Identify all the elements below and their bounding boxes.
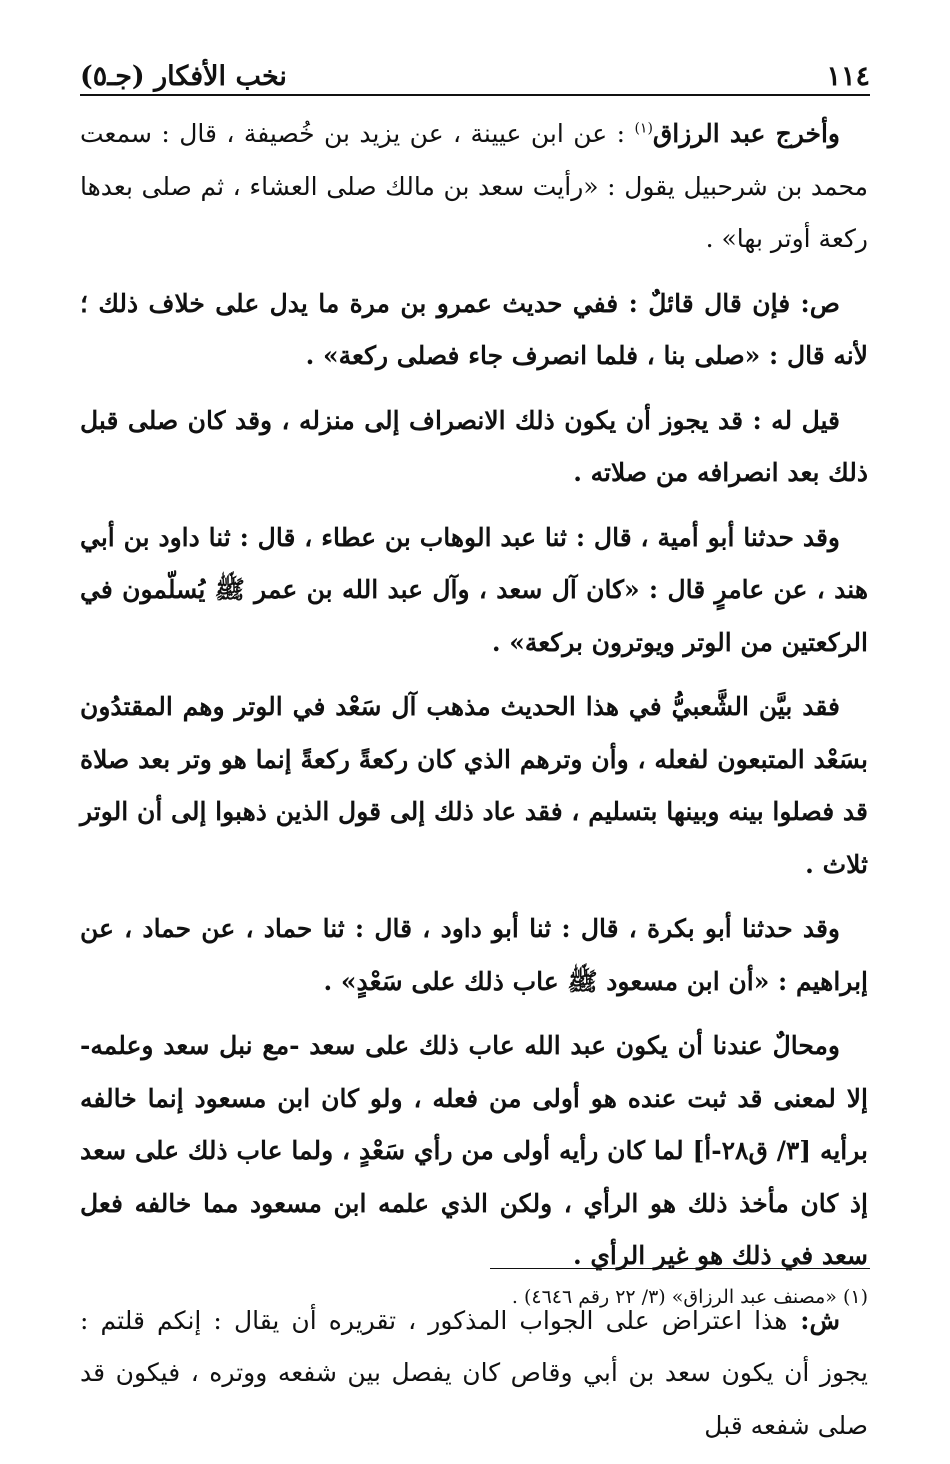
paragraph-7 — [80, 1020, 868, 1283]
header-rule — [80, 94, 870, 96]
paragraph-text: فقد بيَّن الشَّعبيُّ في هذا الحديث مذهب آل سَعْد في الوتر وهم المقتدُون بسَعْد المتبعون لفعله ، وأن وترهم الذي كان ركعةً ركعةً إنما هو وتر بعد صلاة قد فصلوا بينه وبينها بتسليم ، فقد عاد ذلك إلى قول الذين ذهبوا إلى أن الوتر ثلاث . — [80, 692, 868, 879]
paragraph-6 — [80, 903, 868, 1008]
paragraph-text: وقد حدثنا أبو أمية ، قال : ثنا عبد الوهاب بن عطاء ، قال : ثنا داود بن أبي هند ، عن عامرٍ قال : «كان آل سعد ، وآل عبد الله بن عمر ﷺ يُسلّمون في الركعتين من الوتر ويوترون بركعة» . — [80, 522, 868, 657]
paragraph-lead: ش: — [787, 1305, 840, 1335]
paragraph-text: ومحالٌ عندنا أن يكون عبد الله عاب ذلك على سعد -مع نبل سعد وعلمه- إلا لمعنى قد ثبت عنده هو أولى من فعله ، ولو كان ابن مسعود إنما خالفه برأيه [٣/ ق٢٨-أ] لما كان رأيه أولى من رأي سَعْدٍ ، ولما عاب ذلك على سعد إذ كان مأخذ ذلك هو الرأي ، ولكن الذي علمه ابن مسعود مما خالفه فعل سعد في ذلك هو غير الرأي . — [80, 1031, 868, 1270]
paragraph-text: هذا اعتراض على الجواب المذكور ، تقريره أن يقال : إنكم قلتم : يجوز أن يكون سعد بن أبي وقاص كان يفصل بين شفعه ووتره ، فيكون قد صلى شفعه قبل — [80, 1305, 868, 1440]
paragraph-lead: وأخرج عبد الرزاق — [652, 119, 841, 148]
paragraph-text: فإن قال قائلٌ : ففي حديث عمرو بن مرة ما يدل على خلاف ذلك ؛ لأنه قال : «صلى بنا ، فلما انصرف جاء فصلى ركعة» . — [80, 288, 868, 370]
paragraph-1 — [80, 108, 868, 266]
paragraph-3 — [80, 395, 868, 500]
paragraph-8 — [80, 1295, 868, 1453]
footnote-reference: (١) — [634, 120, 653, 137]
paragraph-text: قيل له : قد يجوز أن يكون ذلك الانصراف إلى منزله ، وقد كان صلى قبل ذلك بعد انصرافه من صلاته . — [80, 405, 868, 487]
paragraph-text: : عن ابن عيينة ، عن يزيد بن خُصيفة ، قال : سمعت محمد بن شرحبيل يقول : «رأيت سعد بن مالك صلى العشاء ، ثم صلى بعدها ركعة أوتر بها» . — [80, 119, 868, 253]
footnote-rule — [490, 1268, 870, 1269]
paragraph-2 — [80, 278, 868, 383]
main-text — [80, 108, 868, 1464]
footnote: (١) «مصنف عبد الرزاق» (٣/ ٢٢ رقم ٤٦٤٦) . — [511, 1286, 868, 1308]
paragraph-5 — [80, 681, 868, 891]
page-header — [80, 52, 870, 92]
paragraph-text: وقد حدثنا أبو بكرة ، قال : ثنا أبو داود ، قال : ثنا حماد ، عن حماد ، عن إبراهيم : «أن ابن مسعود ﷺ عاب ذلك على سَعْدٍ» . — [80, 914, 868, 996]
paragraph-lead: ص: — [790, 288, 840, 318]
paragraph-4 — [80, 512, 868, 670]
page-number: ١١٤ — [826, 61, 870, 92]
book-title: نخب الأفكار (جـ٥) — [80, 61, 287, 92]
